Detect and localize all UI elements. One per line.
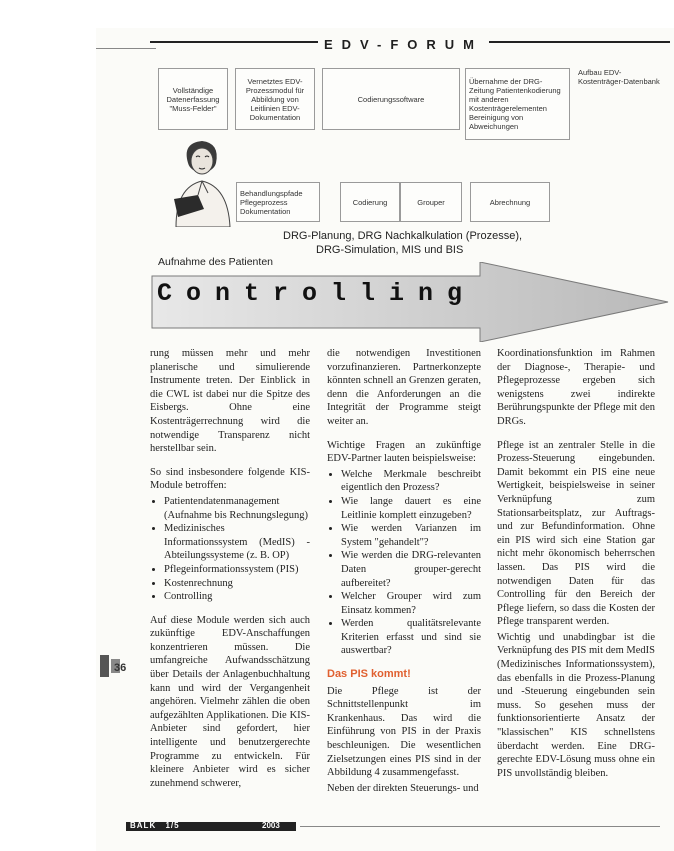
diagram-box-cost-database: Aufbau EDV-Kostenträger-Datenbank xyxy=(578,68,660,86)
diagram-box-coding: Codierung xyxy=(340,182,400,222)
list-item: • Werden qualitätsrelevante Kriterien erfasst und sind sie auswertbar? xyxy=(341,617,481,658)
page-number: 36 xyxy=(114,662,127,674)
diagram-box-billing: Abrechnung xyxy=(470,182,550,222)
diagram-box-drg-transfer: Übernahme der DRG-Zeitung Patientenkodierung mit anderen Kostenträgerelementen Bereinigung von Abweichungen xyxy=(465,68,570,140)
col1-paragraph-1: rung müssen mehr und mehr planerische und simulierende Instrumente treten. Der Einblick in die CWL ist dabei nur die Spitze des Eisbergs. Ohne eine Kostenträgerrechnung wird die notwendige Transparenz nicht herstellbar sein. xyxy=(150,348,310,455)
diagram-box-data-capture: Vollständige Datenerfassung "Muss-Felder" xyxy=(158,68,228,130)
col3-paragraph-1: Koordinationsfunktion im Rahmen der Diagnose-, Therapie- und Pflegeprozesse ergeben sich wenigstens zwei indirekte Berührungspunkte der Pflege mit den DRGs. xyxy=(497,348,655,427)
footer-year: 2003 xyxy=(262,821,280,830)
list-item: • Wie werden die DRG-relevanten Daten grouper-gerecht aufbereitet? xyxy=(341,549,481,590)
diagram-box-care-paths: Behandlungspfade Pflegeprozess Dokumentation xyxy=(236,182,320,222)
diagram-caption-line1: DRG-Planung, DRG Nachkalkulation (Prozesse), xyxy=(283,230,523,242)
col1-module-list xyxy=(150,495,310,604)
list-item: • Welche Merkmale beschreibt eigentlich den Prozess? xyxy=(341,468,481,495)
text-column-3 xyxy=(497,347,655,790)
list-item: • Wie lange dauert es eine Leitlinie komplett einzugeben? xyxy=(341,495,481,522)
diagram-box-coding-software: Codierungssoftware xyxy=(322,68,460,130)
col1-paragraph-2: So sind insbesondere folgende KIS-Module betroffen: xyxy=(150,466,310,492)
nurse-illustration xyxy=(168,137,236,227)
col2-paragraph-2: Wichtige Fragen an zukünftige EDV-Partner lauten beispielsweise: xyxy=(327,439,481,465)
col3-paragraph-2: Pflege ist an zentraler Stelle in die Prozess-Steuerung eingebunden. Damit bekommt ein PIS eine neue Wertigkeit, beispielsweise in seiner Verknüpfung zum Stationsarbeitsplatz, zur Auftrags- und zur Befundinformation. Ohne ein PIS wird sich eine Station gar nicht mehr ökonomisch beherrschen lassen. Das PIS wird die notwendigen Daten für das Controlling für den Bereich der Pflege liefern, so dass die Kosten der Pflege transparent werden. xyxy=(497,439,655,628)
col2-paragraph-4: Neben der direkten Steuerungs- und xyxy=(327,782,479,794)
col2-paragraph-3: Die Pflege ist der Schnittstellenpunkt im Krankenhaus. Das wird die Einführung von PIS in der Praxis beschleunigen. Die wesentlichen Zielsetzungen eines PIS sind in der Abbildung 4 zusammengefasst. xyxy=(327,685,481,779)
text-column-2 xyxy=(327,347,481,805)
scan-margin xyxy=(0,0,96,851)
text-column-1 xyxy=(150,347,310,800)
list-item: • Wie werden Varianzen im System "gehandelt"? xyxy=(341,522,481,549)
list-item: • Patientendatenmanagement (Aufnahme bis Rechnungslegung) xyxy=(164,495,310,522)
col3-paragraph-3: Wichtig und unabdingbar ist die Verknüpfung des PIS mit dem MedIS (Medizinisches Informationssystem), das ebenfalls in die Prozess-Planung und -Steuerung eingebunden sein muss. So gesehen muss der funktionsorientierte Ansatz der "klassischen" KIS schnellstens überdacht werden. Eine DRG-gerechte EDV-Lösung muss ohne ein PIS unvollständig bleiben. xyxy=(497,631,655,779)
header-dash-left xyxy=(96,48,156,49)
arrow-label: Aufnahme des Patienten xyxy=(158,256,273,268)
controlling-banner: Controlling xyxy=(157,279,477,308)
list-item: • Kostenrechnung xyxy=(164,577,310,591)
diagram-caption-line2: DRG-Simulation, MIS und BIS xyxy=(316,244,464,256)
col2-question-list xyxy=(327,468,481,658)
col2-paragraph-1: die notwendigen Investitionen vorzufinanzieren. Partnerkonzepte könnten schnell an Grenzen geraten, denn die Anforderungen an die Integrität der Programme steigt weiter an. xyxy=(327,348,481,427)
list-item: • Pflegeinformationssystem (PIS) xyxy=(164,563,310,577)
list-item: • Welcher Grouper wird zum Einsatz kommen? xyxy=(341,590,481,617)
diagram-box-edv-process: Vernetztes EDV-Prozessmodul für Abbildung von Leitlinien EDV-Dokumentation xyxy=(235,68,315,130)
footer-issue: 1/5 xyxy=(165,821,180,830)
section-heading-pis: Das PIS kommt! xyxy=(327,668,411,681)
col1-paragraph-3: Auf diese Module werden sich auch zukünftige EDV-Anschaffungen konzentrieren müssen. Die umfangreiche Aufwandsschätzung über Details der Anlagenbuchhaltung kann und wird der Vergangenheit angehören. Vielmehr zählen die oben aufgezählten Applikationen. Die KIS-Anbieter sind gefordert, hier intelligente und benutzergerechte Programme zu entwickeln. Für kleinere Anbieter wird es sicher zunehmend schwerer, xyxy=(150,614,310,789)
section-title: EDV-FORUM xyxy=(318,37,489,52)
diagram-box-grouper: Grouper xyxy=(400,182,462,222)
footer-rule xyxy=(300,826,660,827)
list-item: • Controlling xyxy=(164,590,310,604)
list-item: • Medizinisches Informationssystem (MedIS) - Abteilungssysteme (z. B. OP) xyxy=(164,522,310,563)
footer-journal xyxy=(130,821,180,830)
footer-journal-name: BALK xyxy=(130,821,157,830)
